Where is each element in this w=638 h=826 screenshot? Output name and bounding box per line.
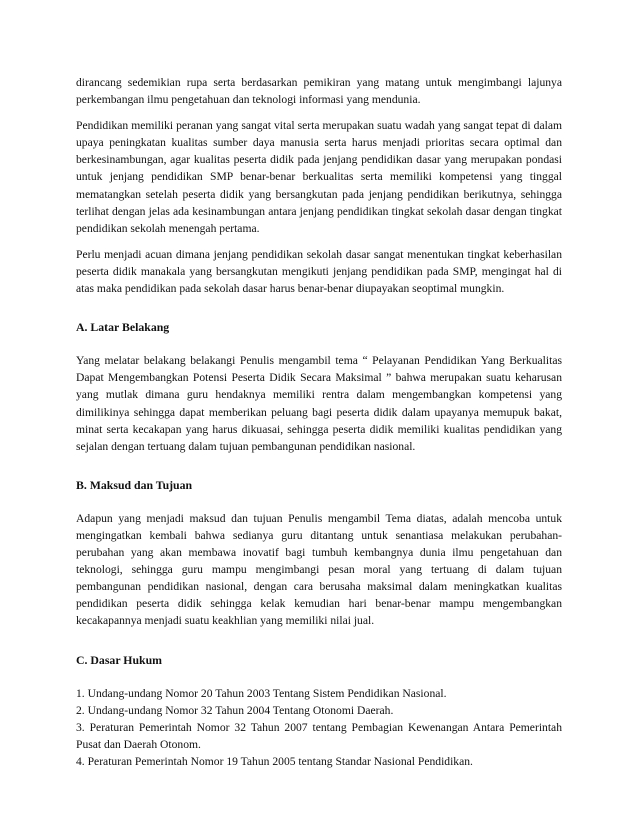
section-heading-c: C. Dasar Hukum (76, 652, 162, 667)
section-heading-a: A. Latar Belakang (76, 320, 170, 335)
intro-paragraph-2: Pendidikan memiliki peranan yang sangat vital serta merupakan suatu wadah yang sangat tepat di dalam upaya peningkatan kualitas sumber daya manusia serta harus menjadi prioritas secara optimal dan berkesinambungan, agar kualitas peserta didik pada jenjang pendidikan dasar yang merupakan pondasi untuk jenjang pendidikan SMP benar-benar berkualitas serta memiliki kompetensi yang tinggal mematangkan setelah peserta didik yang bersangkutan pada jenjang pendidikan berikutnya, sehingga terlihat dengan jelas ada kesinambungan antara jenjang pendidikan tingkat sekolah dasar dengan tingkat pendidikan sekolah menengah pertama. (76, 119, 562, 235)
section-maksud-tujuan (76, 477, 562, 630)
list-item: 3. Peraturan Pemerintah Nomor 32 Tahun 2007 tentang Pembagian Kewenangan Antara Pemerintah Pusat dan Daerah Otonom. (76, 720, 562, 751)
section-heading-b: B. Maksud dan Tujuan (76, 477, 193, 492)
list-item: 4. Peraturan Pemerintah Nomor 19 Tahun 2005 tentang Standar Nasional Pendidikan. (76, 755, 473, 768)
list-item: 1. Undang-undang Nomor 20 Tahun 2003 Tentang Sistem Pendidikan Nasional. (76, 686, 447, 700)
section-a-body: Yang melatar belakang belakangi Penulis mengambil tema “ Pelayanan Pendidikan Yang Berkualitas Dapat Mengembangkan Potensi Peserta Didik Secara Maksimal ” bahwa merupakan suatu keharusan yang mutlak dimana guru hendaknya memiliki rentra dalam mengembangkan kompetensi yang dimilikinya sehingga dapat memberikan peluang bagi peserta didik dalam upayanya memupuk bakat, minat serta kecakapan yang harus dikuasai, sehingga peserta didik memiliki kualitas pendidikan yang sejalan dengan tertuang dalam tujuan pembangunan pendidikan nasional. (76, 354, 562, 453)
intro-paragraph-1: dirancang sedemikian rupa serta berdasarkan pemikiran yang matang untuk mengimbangi lajunya perkembangan ilmu pengetahuan dan teknologi informasi yang mendunia. (76, 76, 562, 107)
document-page (76, 74, 562, 770)
section-b-body: Adapun yang menjadi maksud dan tujuan Penulis mengambil Tema diatas, adalah mencoba untuk mengingatkan kembali bahwa sedianya guru ditantang untuk senantiasa melakukan perubahan-perubahan yang akan membawa inovatif bagi tumbuh kembangnya dunia ilmu pengetahuan dan teknologi, sehingga guru mampu mengimbangi pesan moral yang tertuang di dalam tujuan pembangunan pendidikan nasional, dengan cara berusaha maksimal dalam meningkatkan kualitas pendidikan peserta didik sehingga kelak kemudian hari benar-benar mampu mengembangkan kecakapannya menjadi suatu keakhlian yang memiliki nilai jual. (76, 511, 562, 628)
section-latar-belakang (76, 319, 562, 455)
intro-paragraph-3: Perlu menjadi acuan dimana jenjang pendidikan sekolah dasar sangat menentukan tingkat keberhasilan peserta didik manakala yang bersangkutan mengikuti jenjang pendidikan pada SMP, mengingat hal di atas maka pendidikan pada sekolah dasar harus benar-benar diupayakan seoptimal mungkin. (76, 247, 562, 296)
legal-basis-list (76, 685, 562, 770)
section-dasar-hukum (76, 652, 562, 771)
list-item: 2. Undang-undang Nomor 32 Tahun 2004 Tentang Otonomi Daerah. (76, 703, 394, 717)
